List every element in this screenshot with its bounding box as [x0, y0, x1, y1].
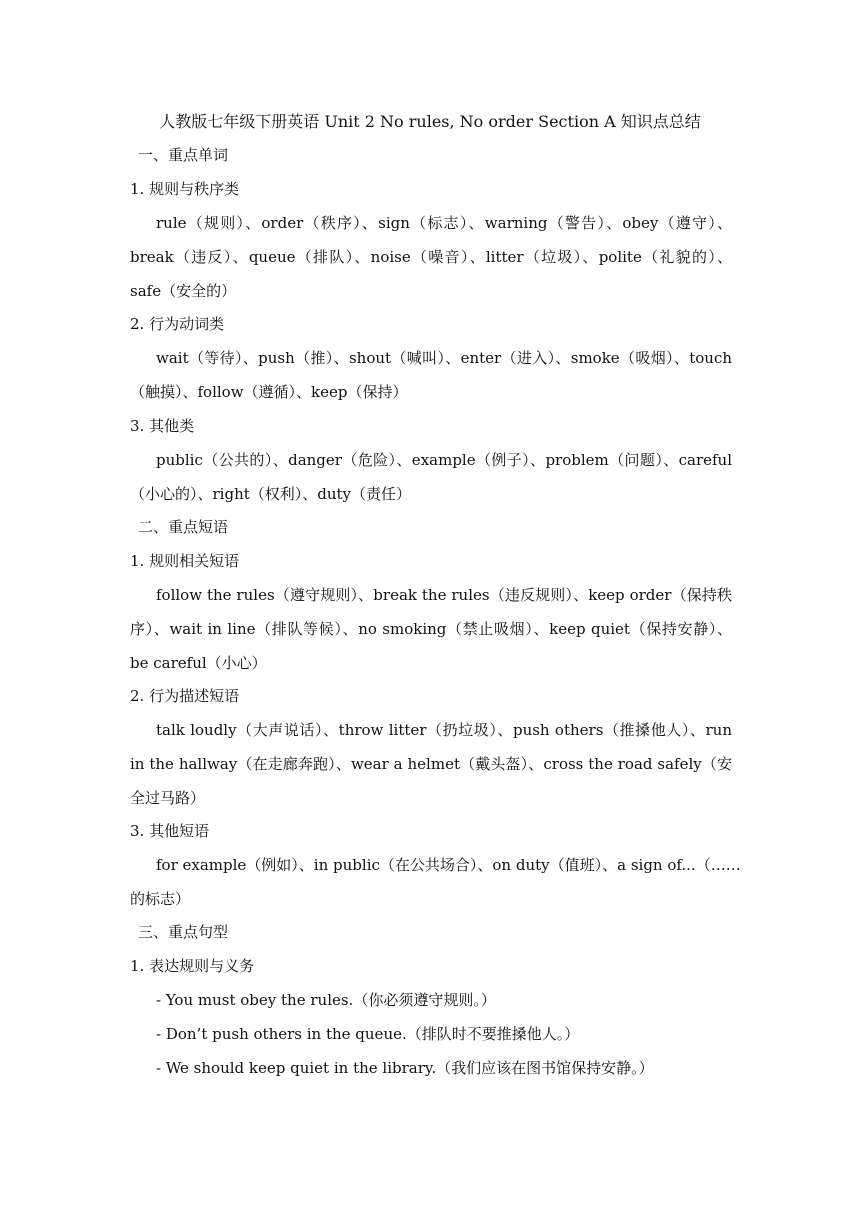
group-label: 1. 规则相关短语 [130, 552, 240, 570]
paragraph-line: talk loudly（大声说话）、throw litter（扔垃圾）、push others（推搡他人）、run [156, 721, 732, 739]
example-sentence: - Don’t push others in the queue.（排队时不要推搡他人。） [156, 1025, 580, 1043]
paragraph-line: 序）、wait in line（排队等候）、no smoking（禁止吸烟）、keep quiet（保持安静）、 [130, 620, 732, 638]
group-label: 1. 规则与秩序类 [130, 180, 240, 198]
paragraph-line: break（违反）、queue（排队）、noise（噪音）、litter（垃圾）、polite（礼貌的）、 [130, 248, 732, 266]
paragraph-line: be careful（小心） [130, 654, 267, 672]
document-title: 人教版七年级下册英语 Unit 2 No rules, No order Section A 知识点总结 [159, 112, 701, 131]
section-heading: 三、重点句型 [138, 923, 229, 941]
paragraph-line: safe（安全的） [130, 282, 237, 300]
paragraph-line: 的标志） [130, 890, 191, 908]
paragraph-line: rule（规则）、order（秩序）、sign（标志）、warning（警告）、obey（遵守）、 [156, 214, 732, 232]
group-label: 3. 其他短语 [130, 822, 210, 840]
example-sentence: - You must obey the rules.（你必须遵守规则。） [156, 991, 496, 1009]
section-heading: 二、重点短语 [138, 518, 229, 536]
group-label: 2. 行为描述短语 [130, 687, 240, 705]
group-label: 1. 表达规则与义务 [130, 957, 255, 975]
paragraph-line: （小心的）、right（权利）、duty（责任） [130, 485, 412, 503]
paragraph-line: for example（例如）、in public（在公共场合）、on duty（值班）、a sign of...（…… [156, 856, 741, 874]
paragraph-line: follow the rules（遵守规则）、break the rules（违反规则）、keep order（保持秩 [156, 586, 732, 604]
paragraph-line: public（公共的）、danger（危险）、example（例子）、problem（问题）、careful [156, 451, 732, 469]
group-label: 2. 行为动词类 [130, 315, 225, 333]
example-sentence: - We should keep quiet in the library.（我们应该在图书馆保持安静。） [156, 1059, 654, 1077]
paragraph-line: （触摸）、follow（遵循）、keep（保持） [130, 383, 408, 401]
paragraph-line: in the hallway（在走廊奔跑）、wear a helmet（戴头盔）、cross the road safely（安 [130, 755, 732, 773]
group-label: 3. 其他类 [130, 417, 195, 435]
paragraph-line: wait（等待）、push（推）、shout（喊叫）、enter（进入）、smoke（吸烟）、touch [156, 349, 732, 367]
section-heading: 一、重点单词 [138, 146, 229, 164]
paragraph-line: 全过马路） [130, 789, 206, 807]
